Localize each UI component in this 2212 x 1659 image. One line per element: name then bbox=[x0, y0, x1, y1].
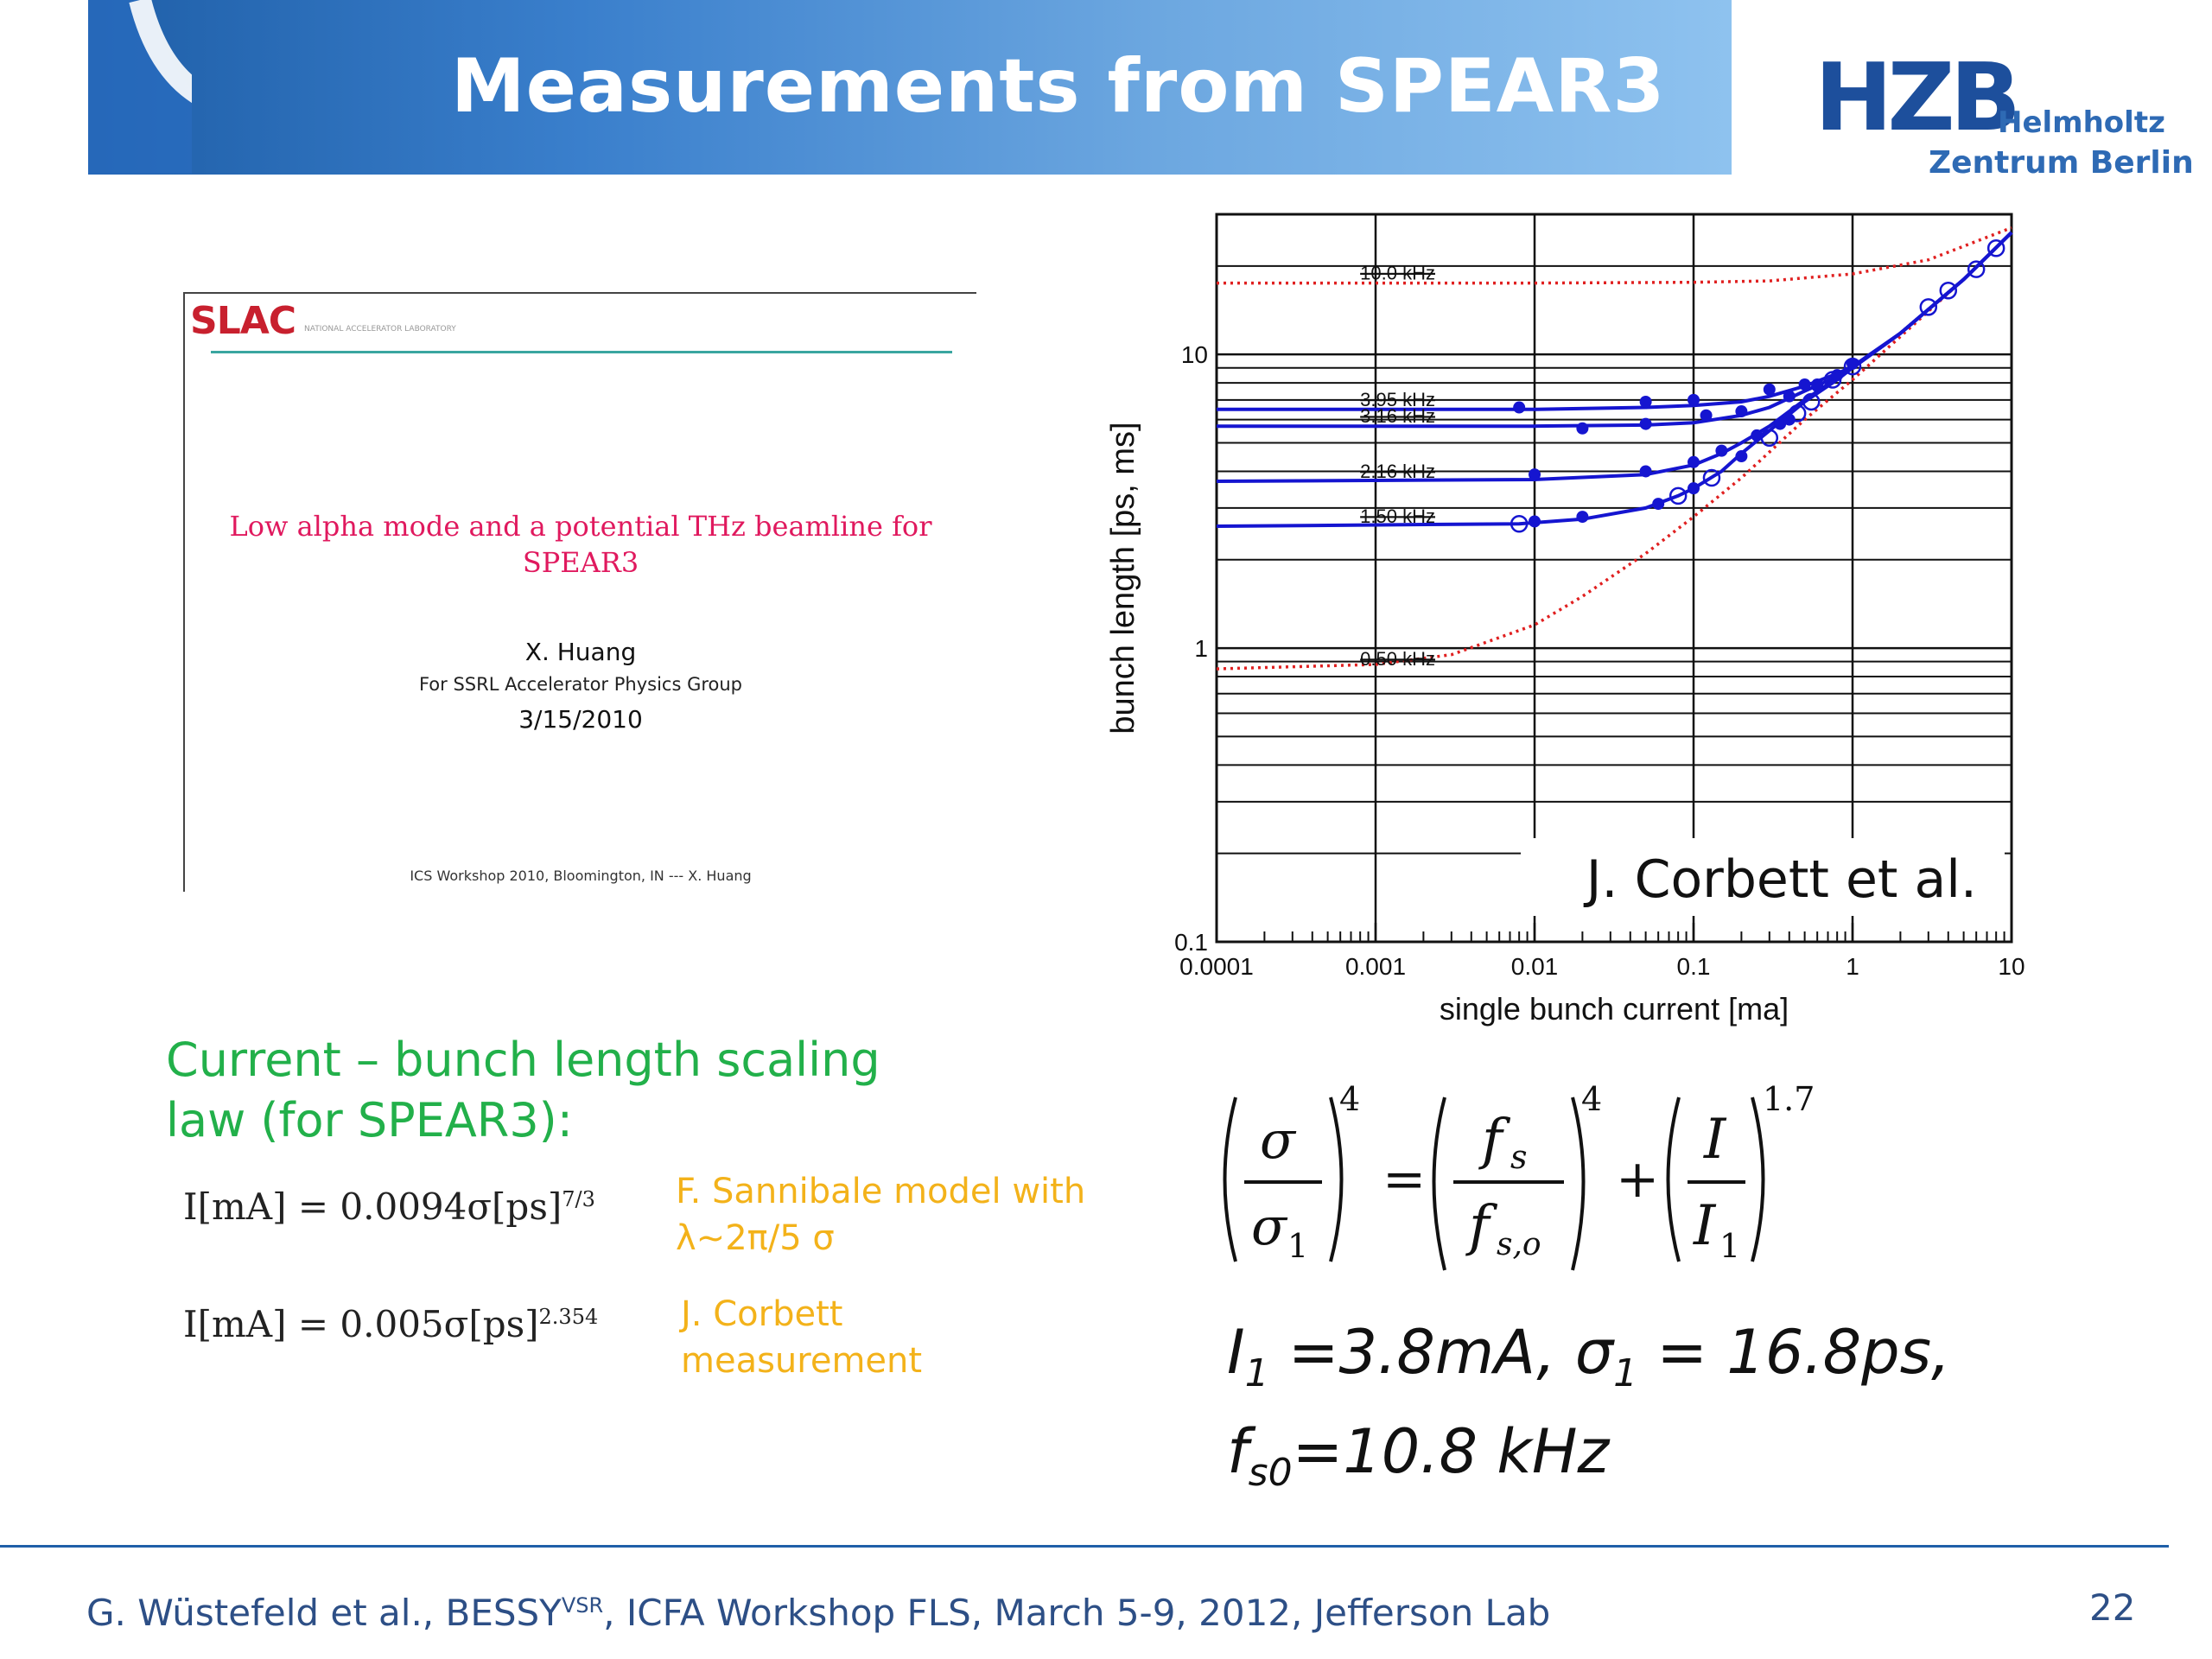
paper-title-page bbox=[183, 292, 976, 892]
scaling-law-line1: Current – bunch length scaling bbox=[166, 1033, 880, 1087]
paper-title bbox=[185, 508, 976, 581]
equation-sannibale-body: I[mA] = 0.0094σ[ps] bbox=[183, 1185, 563, 1228]
note-sannibale bbox=[676, 1168, 1085, 1262]
footer-text: G. Wüstefeld et al., BESSY bbox=[86, 1592, 562, 1634]
x-tick-label: 0.0001 bbox=[1179, 953, 1254, 980]
formula-exp-4b: 4 bbox=[1581, 1080, 1603, 1118]
data-point-filled bbox=[1700, 410, 1713, 422]
equation-corbett bbox=[183, 1303, 598, 1345]
series-label: 3.16 kHz bbox=[1360, 405, 1435, 428]
data-point-filled bbox=[1688, 394, 1700, 406]
paper-footer: ICS Workshop 2010, Bloomington, IN --- X. Huang bbox=[410, 868, 752, 884]
header-arc-decoration bbox=[88, 0, 192, 175]
equation-corbett-body: I[mA] = 0.005σ[ps] bbox=[183, 1303, 539, 1345]
formula-sigma1: σ bbox=[1251, 1197, 1287, 1257]
data-point-filled bbox=[1640, 465, 1652, 477]
footer-divider bbox=[0, 1545, 2169, 1548]
x-tick-label: 1 bbox=[1846, 953, 1859, 980]
data-point-filled bbox=[1640, 418, 1652, 430]
y-tick-label: 10 bbox=[1180, 341, 1208, 369]
data-point-filled bbox=[1783, 391, 1796, 403]
paper-date: 3/15/2010 bbox=[518, 705, 643, 734]
formula-equals: = bbox=[1382, 1149, 1427, 1210]
series-label: 2.16 kHz bbox=[1360, 460, 1435, 482]
series-label: 3.95 kHz bbox=[1360, 388, 1435, 410]
equation-sannibale bbox=[183, 1185, 595, 1228]
note-sannibale-line2: λ~2π/5 σ bbox=[676, 1218, 835, 1258]
data-point-filled bbox=[1715, 445, 1727, 457]
y-tick-label: 1 bbox=[1194, 635, 1208, 663]
series-label: 10.0 kHz bbox=[1360, 262, 1435, 284]
data-point-filled bbox=[1811, 378, 1823, 391]
paper-title-line1: Low alpha mode and a potential THz beamline for bbox=[229, 510, 932, 543]
data-point-filled bbox=[1688, 482, 1700, 494]
data-point-filled bbox=[1529, 468, 1541, 480]
paper-group: For SSRL Accelerator Physics Group bbox=[418, 674, 743, 695]
footer-sup: VSR bbox=[561, 1593, 604, 1618]
y-tick-label: 0.1 bbox=[1174, 929, 1208, 956]
bunch-length-chart bbox=[1089, 199, 2039, 1028]
slac-logo: SLAC bbox=[190, 299, 296, 343]
param-fs0-label: f bbox=[1227, 1416, 1249, 1487]
formula-fs-sub: s bbox=[1510, 1138, 1528, 1176]
formula-plus: + bbox=[1616, 1149, 1660, 1210]
param-fs0-sub: s0 bbox=[1248, 1451, 1293, 1495]
data-point-filled bbox=[1764, 384, 1776, 396]
plot-area bbox=[1217, 214, 2012, 942]
note-corbett-line2: measurement bbox=[681, 1341, 923, 1381]
formula-I: I bbox=[1704, 1108, 1726, 1172]
formula-I1-sub: 1 bbox=[1719, 1227, 1741, 1265]
hzb-logo bbox=[1815, 44, 2194, 181]
data-point-filled bbox=[1688, 456, 1700, 468]
equation-sannibale-exponent: 7/3 bbox=[562, 1187, 595, 1211]
data-point-filled bbox=[1652, 498, 1664, 510]
data-point-filled bbox=[1513, 402, 1525, 414]
formula-exp-4a: 4 bbox=[1339, 1080, 1361, 1118]
logo-mark: HZB bbox=[1815, 44, 2017, 152]
logo-line-helmholtz: Helmholtz bbox=[1998, 105, 2165, 140]
formula-exp-17: 1.7 bbox=[1763, 1080, 1815, 1118]
formula-sigma: σ bbox=[1260, 1110, 1295, 1171]
slac-divider bbox=[211, 351, 952, 353]
series-label: 0.50 kHz bbox=[1360, 648, 1435, 671]
note-corbett-line1: J. Corbett bbox=[681, 1294, 843, 1334]
series-label: 1.50 kHz bbox=[1360, 505, 1435, 528]
data-point-filled bbox=[1529, 515, 1541, 527]
parameter-values bbox=[1227, 1313, 1950, 1512]
paper-title-line2: SPEAR3 bbox=[522, 546, 639, 579]
data-point-filled bbox=[1735, 450, 1747, 462]
footer-text2: , ICFA Workshop FLS, March 5-9, 2012, Jefferson Lab bbox=[603, 1592, 1551, 1634]
page-number: 22 bbox=[2089, 1586, 2136, 1629]
x-tick-label: 10 bbox=[1998, 953, 2025, 980]
param-I1-label: I bbox=[1227, 1317, 1245, 1388]
data-point-filled bbox=[1799, 378, 1811, 391]
equation-corbett-exponent: 2.354 bbox=[538, 1305, 599, 1329]
formula-fs0-sub: s,o bbox=[1497, 1227, 1541, 1262]
param-sigma-sub: 1 bbox=[1613, 1351, 1638, 1395]
param-fs0-value: =10.8 kHz bbox=[1292, 1416, 1610, 1487]
chart-annotation: J. Corbett et al. bbox=[1586, 849, 1977, 910]
parameter-line2 bbox=[1227, 1413, 1950, 1512]
scaling-formula bbox=[1210, 1071, 1866, 1287]
param-I1-value: =3.8mA, bbox=[1268, 1317, 1575, 1388]
paper-author: X. Huang bbox=[524, 638, 637, 666]
param-I1-sub: 1 bbox=[1244, 1351, 1269, 1395]
x-tick-label: 0.01 bbox=[1510, 953, 1559, 980]
x-tick-label: 0.001 bbox=[1344, 953, 1407, 980]
title-banner bbox=[88, 0, 1732, 175]
note-sannibale-line1: F. Sannibale model with bbox=[676, 1172, 1086, 1211]
logo-line-zentrum: Zentrum Berlin bbox=[1929, 145, 2194, 181]
data-point-filled bbox=[1640, 396, 1652, 408]
data-point-filled bbox=[1735, 405, 1747, 417]
formula-sigma1-sub: 1 bbox=[1287, 1227, 1309, 1265]
footer-citation bbox=[86, 1592, 1550, 1634]
formula-fs0: f bbox=[1469, 1194, 1490, 1258]
formula-I1: I bbox=[1694, 1194, 1716, 1258]
param-sigma-label: σ bbox=[1574, 1317, 1614, 1388]
y-axis-label: bunch length [ps, ms] bbox=[1105, 422, 1141, 734]
formula-fs: f bbox=[1482, 1108, 1503, 1172]
slide-title: Measurements from SPEAR3 bbox=[451, 43, 1666, 130]
parameter-line1 bbox=[1227, 1313, 1950, 1413]
scaling-law-heading bbox=[166, 1030, 944, 1151]
x-axis-label: single bunch current [ma] bbox=[1439, 991, 1789, 1027]
data-point-filled bbox=[1576, 423, 1588, 435]
scaling-law-line2: law (for SPEAR3): bbox=[166, 1093, 573, 1147]
data-point-filled bbox=[1576, 511, 1588, 523]
slac-logo-subtitle: NATIONAL ACCELERATOR LABORATORY bbox=[304, 325, 456, 334]
x-tick-label: 0.1 bbox=[1676, 953, 1711, 980]
param-sigma-value: = 16.8ps, bbox=[1637, 1317, 1951, 1388]
note-corbett bbox=[681, 1291, 922, 1384]
